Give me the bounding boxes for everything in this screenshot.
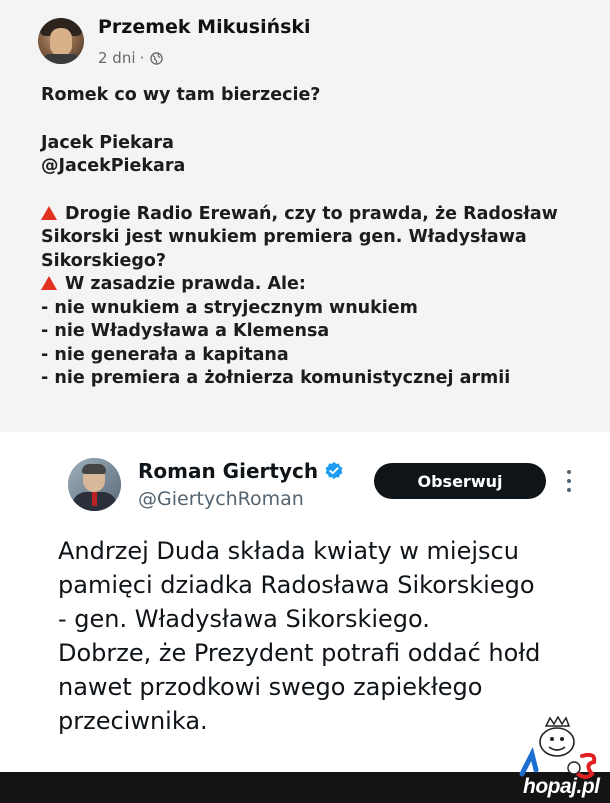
- post-line: - nie Władysława a Klemensa: [41, 321, 330, 341]
- divider: [0, 432, 610, 440]
- post-line: Romek co wy tam bierzecie?: [41, 85, 321, 105]
- more-options-icon[interactable]: [567, 470, 573, 492]
- tweet-line: Andrzej Duda składa kwiaty w miejscu: [58, 537, 519, 565]
- post-time[interactable]: 2 dni: [98, 49, 136, 67]
- post-line: - nie premiera a żołnierza komunistycznej armii: [41, 368, 511, 388]
- warning-triangle-icon: [41, 276, 57, 290]
- post-line-warning: [41, 203, 601, 227]
- post-line: Sikorski jest wnukiem premiera gen. Władysława: [41, 227, 527, 247]
- warning-triangle-icon: [41, 206, 57, 220]
- tweet-line: pamięci dziadka Radosława Sikorskiego: [58, 571, 535, 599]
- follow-button[interactable]: Obserwuj: [374, 463, 546, 499]
- post-line: W zasadzie prawda. Ale:: [65, 274, 306, 294]
- post-meta: [98, 49, 163, 67]
- tweet-line: Dobrze, że Prezydent potrafi oddać hołd: [58, 639, 541, 667]
- author-name[interactable]: Przemek Mikusiński: [98, 16, 311, 38]
- tweet-line: - gen. Władysława Sikorskiego.: [58, 605, 430, 633]
- post-body: [41, 84, 601, 391]
- verified-badge-icon: [324, 461, 344, 481]
- post-line: - nie generała a kapitana: [41, 344, 289, 365]
- tweet-author-handle[interactable]: @GiertychRoman: [138, 488, 304, 510]
- post-line: Sikorskiego?: [41, 250, 167, 271]
- watermark-mascot-icon: [512, 716, 604, 782]
- post-line: Drogie Radio Erewań, czy to prawda, że Radosław: [65, 203, 558, 224]
- tweet-author-name[interactable]: Roman Giertych: [138, 459, 319, 483]
- tweet-line: przeciwnika.: [58, 707, 208, 735]
- watermark-text: hopaj.pl: [523, 775, 600, 798]
- post-line-warning: [41, 273, 601, 297]
- author-avatar[interactable]: [38, 18, 84, 64]
- tweet-author-row: [138, 459, 344, 483]
- globe-icon: [150, 52, 163, 65]
- post-line: - nie wnukiem a stryjecznym wnukiem: [41, 297, 418, 318]
- post-line: @JacekPiekara: [41, 156, 186, 176]
- tweet-text: [58, 534, 598, 738]
- post-line: Jacek Piekara: [41, 132, 174, 153]
- meta-separator: ·: [139, 49, 145, 67]
- tweet-author-avatar[interactable]: [68, 458, 121, 511]
- tweet-line: nawet przodkowi swego zapiekłego: [58, 673, 483, 701]
